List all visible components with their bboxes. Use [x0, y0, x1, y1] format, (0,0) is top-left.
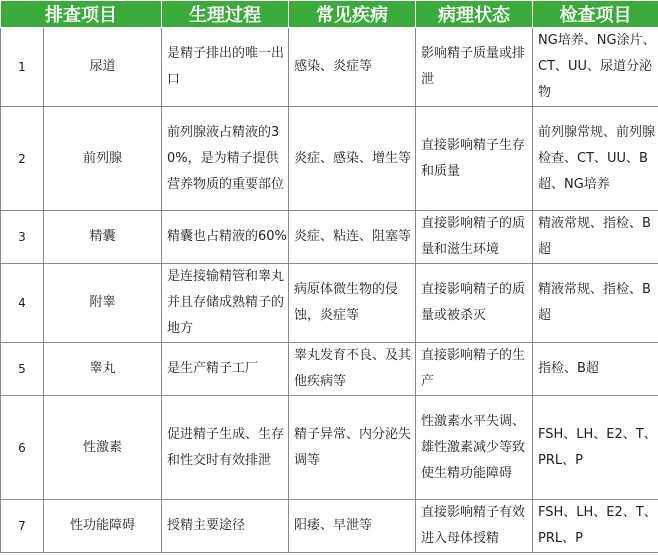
row-physiology: 前列腺液占精液的30%，是为精子提供营养物质的重要部位 — [162, 107, 289, 211]
row-exam: 指检、B超 — [533, 343, 658, 396]
row-number: 2 — [1, 107, 44, 211]
row-pathology: 直接影响精子生存和质量 — [416, 107, 533, 211]
row-number: 7 — [1, 500, 44, 553]
row-item: 性激素 — [44, 396, 162, 500]
row-item: 尿道 — [44, 28, 162, 107]
row-disease: 病原体微生物的侵蚀，炎症等 — [289, 264, 416, 343]
row-disease: 感染、炎症等 — [289, 28, 416, 107]
header-physiology: 生理过程 — [162, 1, 289, 28]
row-physiology: 是连接输精管和睾丸并且存储成熟精子的地方 — [162, 264, 289, 343]
row-item: 睾丸 — [44, 343, 162, 396]
table-row — [1, 211, 658, 264]
row-item: 前列腺 — [44, 107, 162, 211]
row-physiology: 精囊也占精液的60% — [162, 211, 289, 264]
row-pathology: 直接影响精子的生产 — [416, 343, 533, 396]
row-exam: FSH、LH、E2、T、PRL、P — [533, 500, 658, 553]
row-disease: 炎症、粘连、阻塞等 — [289, 211, 416, 264]
row-item: 精囊 — [44, 211, 162, 264]
table-row — [1, 264, 658, 343]
row-item: 附睾 — [44, 264, 162, 343]
row-pathology: 直接影响精子有效进入母体授精 — [416, 500, 533, 553]
row-number: 1 — [1, 28, 44, 107]
table-row — [1, 343, 658, 396]
row-number: 4 — [1, 264, 44, 343]
table-row — [1, 396, 658, 500]
table-row — [1, 28, 658, 107]
row-exam: 精液常规、指检、B超 — [533, 264, 658, 343]
row-pathology: 性激素水平失调、雄性激素减少等致使生精功能障碍 — [416, 396, 533, 500]
row-exam: 精液常规、指检、B超 — [533, 211, 658, 264]
header-exam: 检查项目 — [533, 1, 658, 28]
row-exam: FSH、LH、E2、T、PRL、P — [533, 396, 658, 500]
row-pathology: 直接影响精子的质量或被杀灭 — [416, 264, 533, 343]
row-exam: 前列腺常规、前列腺检查、CT、UU、B超、NG培养 — [533, 107, 658, 211]
header-disease: 常见疾病 — [289, 1, 416, 28]
row-number: 6 — [1, 396, 44, 500]
row-disease: 精子异常、内分泌失调等 — [289, 396, 416, 500]
row-pathology: 影响精子质量或排泄 — [416, 28, 533, 107]
header-pathology: 病理状态 — [416, 1, 533, 28]
row-item: 性功能障碍 — [44, 500, 162, 553]
row-number: 3 — [1, 211, 44, 264]
row-exam: NG培养、NG涂片、CT、UU、尿道分泌物 — [533, 28, 658, 107]
row-physiology: 是精子排出的唯一出口 — [162, 28, 289, 107]
row-physiology: 是生产精子工厂 — [162, 343, 289, 396]
header-row — [1, 1, 658, 28]
header-item: 排查项目 — [1, 1, 162, 28]
row-disease: 睾丸发育不良、及其他疾病等 — [289, 343, 416, 396]
row-disease: 炎症、感染、增生等 — [289, 107, 416, 211]
row-physiology: 促进精子生成、生存和性交时有效排泄 — [162, 396, 289, 500]
row-physiology: 授精主要途径 — [162, 500, 289, 553]
row-number: 5 — [1, 343, 44, 396]
table-row — [1, 500, 658, 553]
row-pathology: 直接影响精子的质量和滋生环境 — [416, 211, 533, 264]
row-disease: 阳痿、早泄等 — [289, 500, 416, 553]
table-row — [1, 107, 658, 211]
